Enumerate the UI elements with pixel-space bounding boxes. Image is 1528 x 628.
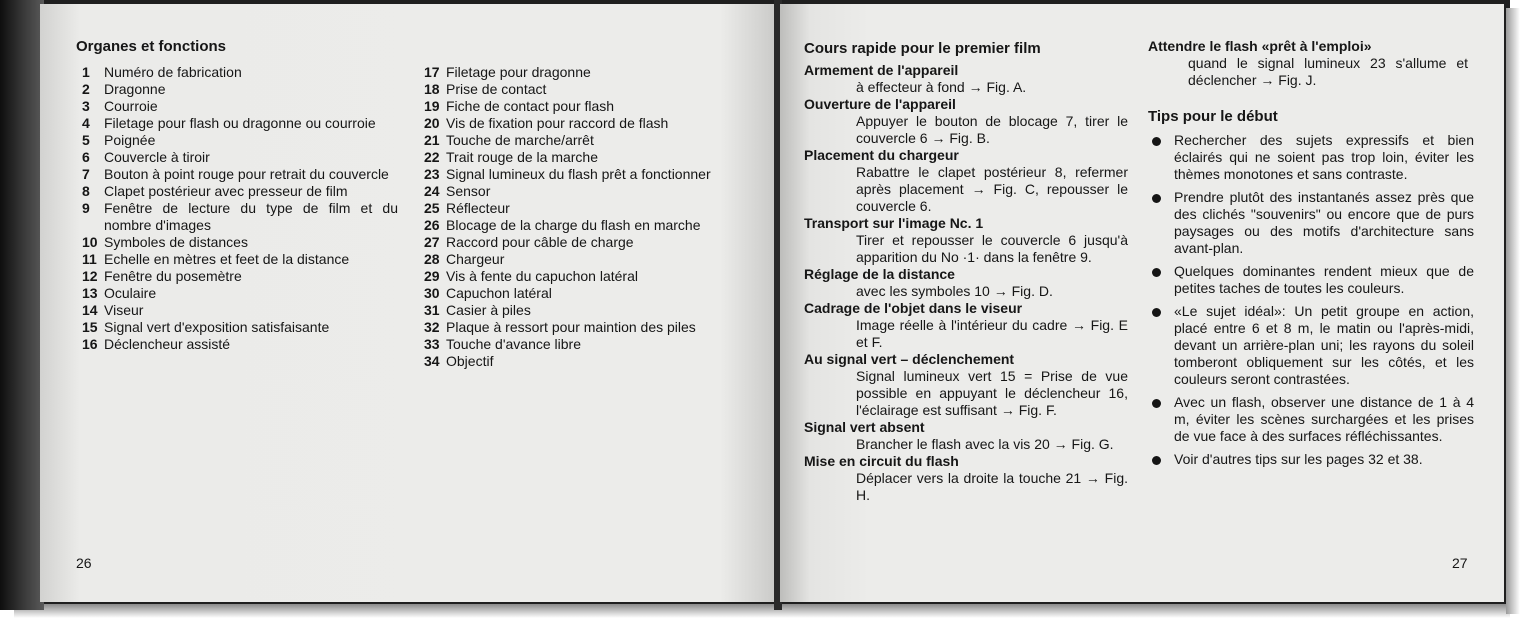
- parts-list-item: [76, 234, 398, 251]
- left-page: [40, 4, 778, 602]
- parts-list-item: [76, 166, 398, 183]
- parts-list-item: [418, 115, 746, 132]
- parts-list-item: [76, 81, 398, 98]
- section-heading: Au signal vert – déclenchement: [804, 351, 1015, 367]
- parts-list-item: [76, 64, 398, 81]
- parts-list-item: [76, 251, 398, 268]
- tip-text: Quelques dominantes rendent mieux que de petites taches de toutes les couleurs.: [1174, 263, 1474, 296]
- bullet-icon: [1152, 189, 1174, 257]
- part-number: 2: [82, 81, 90, 97]
- parts-list-item: [418, 166, 746, 183]
- part-number: 14: [82, 302, 98, 318]
- part-description: Signal lumineux du flash prêt a fonctionner: [446, 166, 711, 182]
- tip-item: [1152, 394, 1474, 445]
- section-heading: Signal vert absent: [804, 419, 925, 435]
- tip-text: «Le sujet idéal»: Un petit groupe en action, placé entre 6 et 8 m, le matin ou l'après-midi, devant un arrière-plan uni; les rayons du soleil tomberont obliquement sur les côtés, et les couleurs seront contrastées.: [1174, 303, 1474, 387]
- part-description: Clapet postérieur avec presseur de film: [104, 183, 348, 199]
- parts-list-item: [418, 319, 746, 336]
- part-number: 4: [82, 115, 90, 131]
- bullet-icon: [1152, 451, 1174, 468]
- part-description: Touche de marche/arrêt: [446, 132, 594, 148]
- wait-flash-section: [1148, 38, 1468, 89]
- section-heading: Réglage de la distance: [804, 266, 955, 282]
- part-number: 19: [424, 98, 440, 114]
- parts-list-item: [418, 268, 746, 285]
- part-description: Trait rouge de la marche: [446, 149, 598, 165]
- part-number: 27: [424, 234, 440, 250]
- part-number: 8: [82, 183, 90, 199]
- part-number: 16: [82, 336, 98, 352]
- part-description: Objectif: [446, 353, 494, 369]
- part-number: 25: [424, 200, 440, 216]
- parts-list-item: [418, 81, 746, 98]
- section-heading: Transport sur l'image Nc. 1: [804, 215, 984, 231]
- parts-list-item: [418, 149, 746, 166]
- parts-list-item: [76, 200, 398, 234]
- parts-list-item: [418, 302, 746, 319]
- parts-list-item: [418, 98, 746, 115]
- parts-list-item: [418, 353, 746, 370]
- tip-text: Prendre plutôt des instantanés assez près que des clichés "souvenirs" ou encore que de purs paysages ou des motifs d'architecture sans avant-plan.: [1174, 189, 1474, 256]
- bullet-icon: [1152, 303, 1174, 388]
- section-heading: Mise en circuit du flash: [804, 453, 959, 469]
- part-number: 20: [424, 115, 440, 131]
- part-number: 3: [82, 98, 90, 114]
- tip-text: Voir d'autres tips sur les pages 32 et 38.: [1174, 451, 1423, 467]
- parts-list-col2: [418, 64, 746, 370]
- quick-course-sections: [804, 62, 1128, 504]
- tip-item: [1152, 263, 1474, 297]
- part-number: 28: [424, 251, 440, 267]
- part-description: Echelle en mètres et feet de la distance: [104, 251, 350, 267]
- right-page-number: 27: [1452, 555, 1468, 571]
- part-description: Poignée: [104, 132, 156, 148]
- part-number: 26: [424, 217, 440, 233]
- part-description: Sensor: [446, 183, 491, 199]
- part-number: 29: [424, 268, 440, 284]
- parts-list-item: [76, 132, 398, 149]
- parts-list-item: [418, 285, 746, 302]
- part-number: 9: [82, 200, 90, 216]
- section-body: Appuyer le bouton de blocage 7, tirer le couvercle 6 → Fig. B.: [856, 113, 1128, 146]
- part-number: 33: [424, 336, 440, 352]
- tips-title: Tips pour le début: [1148, 108, 1278, 125]
- tips-list: [1152, 132, 1474, 474]
- parts-list-item: [76, 285, 398, 302]
- part-description: Symboles de distances: [104, 234, 248, 250]
- part-number: 1: [82, 64, 90, 80]
- section-body: avec les symboles 10 → Fig. D.: [856, 283, 1053, 299]
- tip-text: Rechercher des sujets expressifs et bien éclairés qui ne soient pas trop loin, éviter les thèmes monotones et sans contraste.: [1174, 132, 1474, 182]
- part-number: 13: [82, 285, 98, 301]
- part-number: 17: [424, 64, 440, 80]
- part-description: Plaque à ressort pour maintion des piles: [446, 319, 696, 335]
- parts-list-item: [76, 319, 398, 336]
- part-description: Fenêtre du posemètre: [104, 268, 242, 284]
- part-number: 23: [424, 166, 440, 182]
- wait-flash-body: quand le signal lumineux 23 s'allume et déclencher → Fig. J.: [1188, 55, 1468, 88]
- section-body: Tirer et repousser le couvercle 6 jusqu'à apparition du No ·1· dans la fenêtre 9.: [856, 232, 1128, 265]
- tip-item: [1152, 451, 1474, 468]
- parts-list-item: [76, 268, 398, 285]
- part-description: Réflecteur: [446, 200, 510, 216]
- part-description: Courroie: [104, 98, 158, 114]
- part-number: 30: [424, 285, 440, 301]
- book-cover-edge: [0, 0, 44, 610]
- part-description: Numéro de fabrication: [104, 64, 242, 80]
- part-number: 34: [424, 353, 440, 369]
- part-number: 7: [82, 166, 90, 182]
- bullet-icon: [1152, 394, 1174, 445]
- parts-list-item: [76, 98, 398, 115]
- parts-list-item: [418, 336, 746, 353]
- bullet-icon: [1152, 263, 1174, 297]
- part-description: Viseur: [104, 302, 144, 318]
- parts-list-item: [418, 200, 746, 217]
- part-description: Bouton à point rouge pour retrait du couvercle: [104, 166, 389, 182]
- right-page: [780, 4, 1504, 602]
- part-number: 12: [82, 268, 98, 284]
- parts-list-item: [418, 183, 746, 200]
- section-heading: Cadrage de l'objet dans le viseur: [804, 300, 1023, 316]
- parts-list-item: [76, 183, 398, 200]
- right-page-title: Cours rapide pour le premier film: [804, 40, 1041, 57]
- book-shadow-right: [1506, 8, 1520, 614]
- part-description: Fenêtre de lecture du type de film et du nombre d'images: [104, 200, 398, 233]
- part-description: Filetage pour flash ou dragonne ou courroie: [104, 115, 376, 131]
- part-description: Chargeur: [446, 251, 505, 267]
- part-description: Capuchon latéral: [446, 285, 552, 301]
- part-description: Signal vert d'exposition satisfaisante: [104, 319, 330, 335]
- part-description: Déclencheur assisté: [104, 336, 231, 352]
- part-description: Oculaire: [104, 285, 157, 301]
- section-body: Rabattre le clapet postérieur 8, refermer après placement → Fig. C, repousser le couvercle 6.: [856, 164, 1128, 214]
- parts-list-item: [76, 115, 398, 132]
- parts-list-item: [418, 234, 746, 251]
- tip-text: Avec un flash, observer une distance de 1 à 4 m, éviter les scènes surchargées et les prises de vue face à des surfaces réfléchissantes.: [1174, 394, 1474, 444]
- part-number: 22: [424, 149, 440, 165]
- part-number: 21: [424, 132, 440, 148]
- parts-list-item: [418, 132, 746, 149]
- part-description: Casier à piles: [446, 302, 531, 318]
- part-number: 6: [82, 149, 90, 165]
- section-body: à effecteur à fond → Fig. A.: [856, 79, 1027, 95]
- section-body: Déplacer vers la droite la touche 21 → Fig. H.: [856, 470, 1128, 503]
- section-body: Image réelle à l'intérieur du cadre → Fig. E et F.: [856, 317, 1128, 350]
- part-number: 10: [82, 234, 98, 250]
- part-number: 24: [424, 183, 440, 199]
- section-heading: Armement de l'appareil: [804, 62, 959, 78]
- part-description: Raccord pour câble de charge: [446, 234, 634, 250]
- wait-flash-title: Attendre le flash «prêt à l'emploi»: [1148, 38, 1372, 54]
- part-description: Couvercle à tiroir: [104, 149, 210, 165]
- section-body: Brancher le flash avec la vis 20 → Fig. G.: [856, 436, 1114, 452]
- tip-item: [1152, 303, 1474, 388]
- section-body: Signal lumineux vert 15 = Prise de vue possible en appuyant le déclencheur 16, l'éclairage est suffisant → Fig. F.: [856, 368, 1128, 418]
- tip-item: [1152, 132, 1474, 183]
- part-number: 32: [424, 319, 440, 335]
- left-page-title: Organes et fonctions: [76, 38, 227, 55]
- part-description: Filetage pour dragonne: [446, 64, 591, 80]
- part-number: 18: [424, 81, 440, 97]
- parts-list-item: [418, 251, 746, 268]
- parts-list-item: [76, 302, 398, 319]
- part-description: Touche d'avance libre: [446, 336, 581, 352]
- part-description: Prise de contact: [446, 81, 547, 97]
- parts-list-item: [76, 149, 398, 166]
- parts-list-item: [418, 64, 746, 81]
- part-description: Fiche de contact pour flash: [446, 98, 615, 114]
- parts-list-item: [418, 217, 746, 234]
- part-number: 11: [82, 251, 97, 267]
- section-heading: Ouverture de l'appareil: [804, 96, 956, 112]
- parts-list-col1: [76, 64, 398, 353]
- part-number: 5: [82, 132, 90, 148]
- part-description: Dragonne: [104, 81, 166, 97]
- part-number: 15: [82, 319, 98, 335]
- section-heading: Placement du chargeur: [804, 147, 959, 163]
- part-description: Vis à fente du capuchon latéral: [446, 268, 638, 284]
- part-description: Blocage de la charge du flash en marche: [446, 217, 701, 233]
- left-page-number: 26: [76, 555, 92, 571]
- part-description: Vis de fixation pour raccord de flash: [446, 115, 669, 131]
- book-shadow-bottom: [14, 604, 1510, 618]
- tip-item: [1152, 189, 1474, 257]
- parts-list-item: [76, 336, 398, 353]
- part-number: 31: [424, 302, 440, 318]
- bullet-icon: [1152, 132, 1174, 183]
